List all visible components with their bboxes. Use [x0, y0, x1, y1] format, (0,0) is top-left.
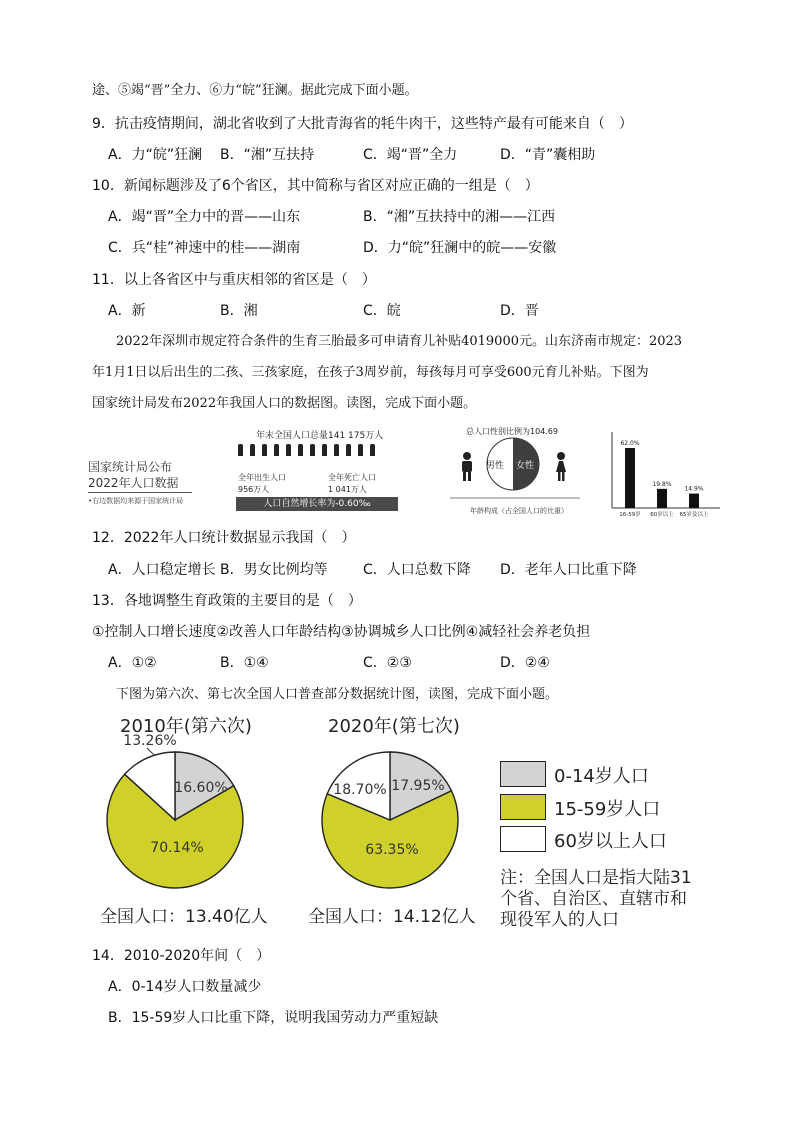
question-number: 10．	[92, 178, 124, 194]
age-bar-category-label: 60岁以上	[650, 512, 674, 518]
option-d[interactable]: D．晋	[500, 303, 539, 319]
pie-label-working: 63.35%	[365, 842, 419, 858]
sex-ratio-figure	[450, 436, 580, 516]
people-icons-row	[238, 444, 388, 458]
age-bar	[657, 489, 667, 508]
option-a[interactable]: A．竭“晋”全力中的晋——山东	[108, 209, 301, 225]
publisher-line-2: 2022年人口数据	[88, 476, 179, 490]
age-structure-caption: 年龄构成（占全国人口的比重）	[470, 507, 568, 515]
option-c[interactable]: C．②③	[363, 655, 412, 671]
passage-continuation: 途、⑤竭“晋”全力、⑥力“皖”狂澜。据此完成下面小题。	[92, 83, 418, 98]
age-bar	[625, 448, 635, 508]
question-text: 新闻标题涉及了6个省区，其中简称与省区对应正确的一组是（ ）	[123, 178, 539, 194]
option-a[interactable]: A．新	[108, 303, 146, 319]
question-9-stem	[92, 114, 633, 134]
pie-title-2010: 2010年(第六次)	[120, 716, 252, 737]
person-icon	[274, 444, 279, 456]
female-label: 女性	[516, 461, 535, 471]
person-icon	[262, 444, 267, 456]
option-b[interactable]: B．男女比例均等	[220, 562, 328, 578]
option-d[interactable]: D．力“皖”狂澜中的皖——安徽	[363, 240, 557, 256]
person-icon	[250, 444, 255, 456]
chart-note	[500, 868, 692, 931]
question-11-stem	[92, 270, 376, 290]
publisher-divider	[88, 492, 192, 493]
chart-note-line-1: 注：全国人口是指大陆31	[500, 868, 692, 888]
question-number: 9．	[92, 116, 115, 132]
person-icon	[286, 444, 291, 456]
option-d[interactable]: D．②④	[500, 655, 550, 671]
male-label: 男性	[486, 461, 505, 471]
publisher-line-1: 国家统计局公布	[88, 460, 173, 474]
option-b[interactable]: B．①④	[220, 655, 269, 671]
legend-swatch-elderly	[500, 826, 546, 852]
age-bar-value-label: 62.0%	[620, 440, 640, 447]
option-d[interactable]: D．“青”囊相助	[500, 147, 596, 163]
option-b[interactable]: B．湘	[220, 303, 258, 319]
male-icon	[462, 452, 472, 481]
pie-chart-2010	[75, 730, 275, 910]
age-bar-value-label: 14.9%	[684, 485, 704, 493]
sex-ratio-label: 总人口性别比例为104.69	[466, 427, 558, 436]
question-number: 14．	[92, 948, 124, 964]
legend-label-working: 15-59岁人口	[554, 799, 661, 820]
person-icon	[322, 444, 327, 456]
age-bar-value-label: 19.8%	[652, 480, 672, 488]
pie-title-2020: 2020年(第七次)	[328, 716, 460, 737]
age-bar-category-label: 16-59岁	[619, 512, 641, 518]
legend-swatch-young	[500, 761, 546, 787]
passage-2-line-2: 年1月1日以后出生的二孩、三孩家庭，在孩子3周岁前，每孩每月可享受600元育儿补贴。下图为	[92, 365, 649, 380]
chart-note-line-3: 现役军人的人口	[500, 910, 619, 930]
option-a[interactable]: A．①②	[108, 655, 157, 671]
question-number: 12．	[92, 530, 124, 546]
option-c[interactable]: C．皖	[363, 303, 401, 319]
person-icon	[238, 444, 243, 456]
passage-2-line-3: 国家统计局发布2022年我国人口的数据图。读图，完成下面小题。	[92, 396, 477, 411]
total-population-2020: 全国人口：14.12亿人	[308, 907, 476, 927]
person-icon	[298, 444, 303, 456]
legend-label-elderly: 60岁以上人口	[554, 831, 667, 852]
question-text: 抗击疫情期间，湖北省收到了大批青海省的牦牛肉干，这些特产最有可能来自（ ）	[114, 116, 633, 132]
age-bar	[689, 494, 699, 508]
question-text: 以上各省区中与重庆相邻的省区是（ ）	[123, 272, 376, 288]
total-population-2010: 全国人口：13.40亿人	[100, 907, 268, 927]
natural-growth-rate: 人口自然增长率为-0.60‰	[236, 497, 398, 511]
question-number: 13．	[92, 593, 124, 609]
legend-label-young: 0-14岁人口	[554, 766, 649, 787]
question-13-stem	[92, 591, 362, 611]
age-bar-category-label: 65岁及以上	[679, 512, 709, 518]
passage-3: 下图为第六次、第七次全国人口普查部分数据统计图，读图，完成下面小题。	[116, 687, 559, 702]
legend-swatch-working	[500, 794, 546, 820]
option-d[interactable]: D．老年人口比重下降	[500, 562, 637, 578]
pie-chart-2020	[290, 730, 490, 910]
person-icon	[310, 444, 315, 456]
question-14-option-a[interactable]: A．0-14岁人口数量减少	[108, 979, 262, 995]
pie-label-young: 16.60%	[174, 780, 228, 796]
question-14-option-b[interactable]: B．15-59岁人口比重下降，说明我国劳动力严重短缺	[108, 1010, 439, 1026]
option-b[interactable]: B．“湘”互扶持中的湘——江西	[363, 209, 556, 225]
person-icon	[346, 444, 351, 456]
source-note: •右边数据均来源于国家统计局	[88, 497, 184, 505]
question-14-stem	[92, 946, 270, 966]
person-icon	[334, 444, 339, 456]
option-c[interactable]: C．竭“晋”全力	[363, 147, 458, 163]
pie-label-elderly: 18.70%	[333, 782, 387, 798]
option-c[interactable]: C．兵“桂”神速中的桂——湖南	[108, 240, 301, 256]
total-population: 年末全国人口总量141 175万人	[256, 431, 384, 441]
pie-label-young: 17.95%	[391, 778, 445, 794]
option-b[interactable]: B．“湘”互扶持	[220, 147, 315, 163]
pie-leader-line	[147, 748, 155, 756]
chart-note-line-2: 个省、自治区、直辖市和	[500, 889, 687, 909]
births-value: 956万人	[238, 485, 270, 494]
question-12-stem	[92, 528, 355, 548]
option-a[interactable]: A．力“皖”狂澜	[108, 147, 203, 163]
question-text: 2010-2020年间（ ）	[123, 948, 271, 964]
question-10-stem	[92, 176, 539, 196]
age-bar-chart	[610, 428, 722, 518]
option-c[interactable]: C．人口总数下降	[363, 562, 471, 578]
option-a[interactable]: A．人口稳定增长	[108, 562, 216, 578]
pie-label-elderly: 13.26%	[123, 733, 177, 749]
question-text: 2022年人口统计数据显示我国（ ）	[123, 530, 356, 546]
female-icon	[556, 452, 566, 481]
question-text: 各地调整生育政策的主要目的是（ ）	[123, 593, 362, 609]
person-icon	[358, 444, 363, 456]
person-icon	[370, 444, 375, 456]
population-infographic	[88, 420, 728, 520]
deaths-value: 1 041万人	[328, 485, 367, 494]
question-13-statements: ①控制人口增长速度②改善人口年龄结构③协调城乡人口比例④减轻社会养老负担	[92, 624, 591, 640]
births-label: 全年出生人口	[238, 473, 286, 482]
passage-2-line-1: 2022年深圳市规定符合条件的生育三胎最多可申请育儿补贴4019000元。山东济南市规定：2023	[116, 334, 683, 349]
deaths-label: 全年死亡人口	[328, 473, 376, 482]
pie-label-working: 70.14%	[150, 840, 204, 856]
question-number: 11．	[92, 272, 124, 288]
